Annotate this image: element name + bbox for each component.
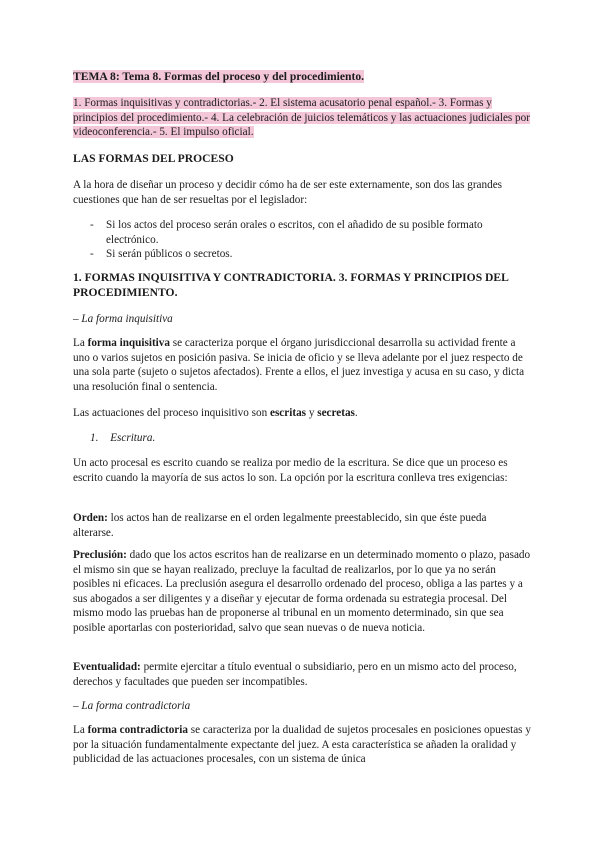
title-highlight: TEMA 8: Tema 8. Formas del proceso y del procedimiento.: [73, 70, 365, 83]
topics-highlight: 1. Formas inquisitivas y contradictorias.- 2. El sistema acusatorio penal español.- 3. Formas y principios del procedimiento.- 4. La celebración de juicios telemáticos y las actuaciones judiciales por videoconferencia.- 5. El impulso oficial.: [73, 97, 530, 139]
intro-list-container: [73, 218, 528, 262]
inquisitiva-term: forma inquisitiva: [87, 337, 170, 349]
contradictoria-term: forma contradictoria: [87, 724, 188, 736]
intro-list: [73, 218, 528, 262]
eventualidad-term: Eventualidad:: [73, 661, 141, 673]
orden-paragraph: Orden: los actos han de realizarse en el orden legalmente preestablecido, sin que éste pueda alterarse.: [73, 512, 487, 539]
escritura-label: Escritura.: [110, 432, 156, 444]
escritura-paragraph: Un acto procesal es escrito cuando se realiza por medio de la escritura. Se dice que un proceso es escrito cuando la mayoría de sus actos lo son. La opción por la escritura conlleva tres exigencias:: [73, 457, 508, 484]
topics-summary: [73, 96, 533, 140]
section-forms-heading: LAS FORMAS DEL PROCESO: [73, 152, 234, 165]
escritura-number: 1.: [90, 432, 99, 444]
escritura-heading: [90, 431, 545, 446]
secretas-term: secretas: [317, 407, 355, 419]
intro-paragraph: [73, 178, 528, 207]
preclusion-paragraph: Preclusión: dado que los actos escritos han de realizarse en un determinado momento o plazo, pasado el mismo sin que se hayan realizado, precluye la facultad de realizarlos, por lo que ya no serán posibles ni eficaces. La preclusión asegura el desarrollo ordenado del proceso, obliga a las partes y a sus abogados a ser diligentes y a diseñar y ejecutar de forma ordenada su estrategia procesal. Del mismo modo las pruebas han de proponerse al tribunal en un momento determinado, sin que sea posible aportarlas con posterioridad, salvo que sean nuevas o de nueva noticia.: [73, 549, 531, 634]
actuaciones-paragraph: Las actuaciones del proceso inquisitivo son escritas y secretas.: [73, 407, 358, 419]
document-title: [73, 70, 528, 85]
preclusion-term: Preclusión:: [73, 549, 127, 561]
orden-term: Orden:: [73, 512, 108, 524]
escritas-term: escritas: [269, 407, 307, 419]
inquisitiva-label: – La forma inquisitiva: [73, 313, 173, 325]
heading-1: 1. FORMAS INQUISITIVA Y CONTRADICTORIA. 3. FORMAS Y PRINCIPIOS DEL PROCEDIMIENTO.: [73, 271, 509, 299]
contradictoria-paragraph: La forma contradictoria se caracteriza por la dualidad de sujetos procesales en posiciones opuestas y por la situación fundamentalmente expectante del juez. A esta característica se añaden la oralidad y publicidad de las actuaciones procesales, con un sistema de única: [73, 724, 531, 766]
inquisitiva-paragraph: La forma inquisitiva se caracteriza porque el órgano jurisdiccional desarrolla su actividad frente a uno o varios sujetos en posición pasiva. Se inicia de oficio y se lleva adelante por el juez respecto de una sola parte (sujeto o sujetos afectados). Frente a ellos, el juez investiga y acusa en su caso, y dicta una resolución final o sentencia.: [73, 337, 525, 393]
list-item: - Si los actos del proceso serán orales o escritos, con el añadido de su posible formato electrónico.: [73, 218, 528, 247]
list-item: - Si serán públicos o secretos.: [73, 247, 528, 262]
contradictoria-label: – La forma contradictoria: [73, 700, 191, 712]
eventualidad-paragraph: Eventualidad: permite ejercitar a título eventual o subsidiario, pero en un mismo acto del proceso, derechos y facultades que pueden ser incompatibles.: [73, 661, 517, 688]
intro-text: A la hora de diseñar un proceso y decidir cómo ha de ser este externamente, son dos las grandes cuestiones que han de ser resueltas por el legislador:: [73, 179, 503, 206]
